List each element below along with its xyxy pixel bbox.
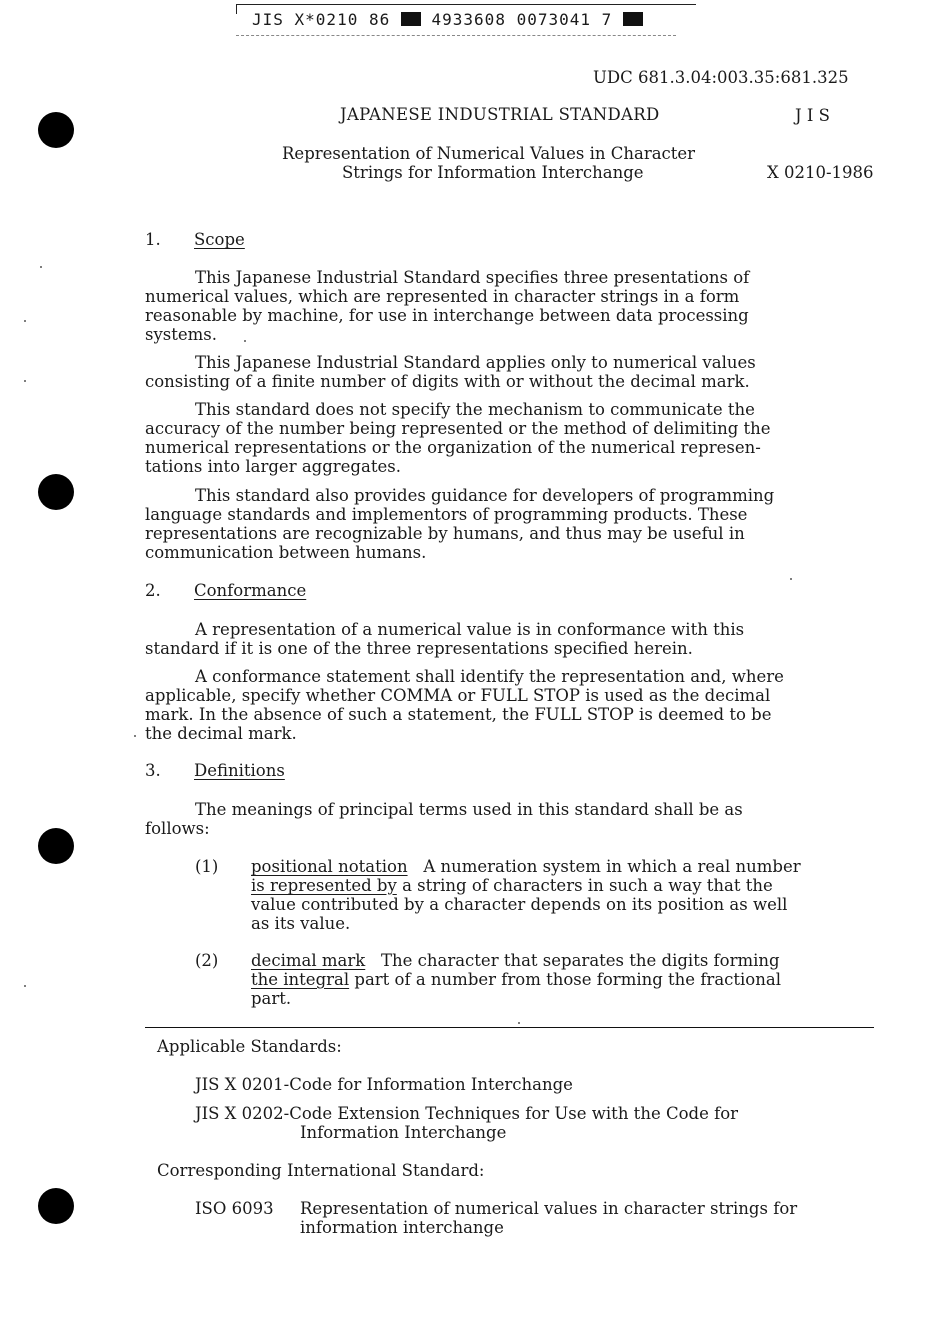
barcode-block-icon	[623, 12, 643, 26]
standard-number: X 0210-1986	[767, 163, 874, 182]
definition-positional-notation: positional notation A numeration system in which a real number is represented by a string of characters in such a way that the value contributed by a character depends on its position as well as its value.	[251, 857, 801, 933]
punch-hole	[38, 112, 74, 148]
definition-term: decimal mark	[251, 951, 366, 970]
section-number: 1.	[145, 230, 161, 249]
definition-number: (2)	[195, 951, 219, 970]
international-standard-title-continued: information interchange	[300, 1218, 504, 1237]
definition-decimal-mark: decimal mark The character that separates the digits forming the integral part of a number from those forming the fractional part.	[251, 951, 781, 1008]
scope-paragraph-4: This standard also provides guidance for developers of programming language standards and implementors of programming products. These representations are recognizable by humans, and thus may be useful in communication between humans.	[145, 486, 775, 562]
scan-speck	[518, 1022, 520, 1024]
scope-paragraph-1: This Japanese Industrial Standard specifies three presentations of numerical values, which are represented in character strings in a form reasonable by machine, for use in interchange between data processing systems.	[145, 268, 750, 344]
international-standard-code: ISO 6093	[195, 1199, 274, 1218]
punch-hole	[38, 474, 74, 510]
conformance-paragraph-2: A conformance statement shall identify the representation and, where applicable, specify whether COMMA or FULL STOP is used as the decimal mark. In the absence of such a statement, the FULL STOP is deemed to be the decimal mark.	[145, 667, 784, 743]
scan-speck	[244, 340, 246, 342]
section-title-scope: Scope	[194, 230, 245, 249]
header-rule-top	[236, 4, 696, 5]
header-code	[252, 11, 643, 29]
section-number: 2.	[145, 581, 161, 600]
header-rule-dashed	[236, 35, 676, 36]
definition-term-continuation: the integral	[251, 970, 350, 989]
scan-speck	[790, 578, 792, 580]
scope-paragraph-2: This Japanese Industrial Standard applies only to numerical values consisting of a finite number of digits with or without the decimal mark.	[145, 353, 756, 391]
header-code-part2: 4933608 0073041 7	[431, 10, 613, 29]
section-number: 3.	[145, 761, 161, 780]
title-line-1: Representation of Numerical Values in Character	[282, 144, 696, 163]
definition-term: positional notation	[251, 857, 408, 876]
definition-number: (1)	[195, 857, 219, 876]
section-title-conformance: Conformance	[194, 581, 307, 600]
international-standard-title: Representation of numerical values in character strings for	[300, 1199, 798, 1218]
scan-speck	[134, 735, 136, 737]
applicable-standard-entry: JIS X 0202-Code Extension Techniques for Use with the Code for	[195, 1104, 739, 1123]
scan-speck	[40, 266, 42, 268]
definitions-intro: The meanings of principal terms used in this standard shall be as follows:	[145, 800, 743, 838]
applicable-standards-label: Applicable Standards:	[157, 1037, 342, 1056]
applicable-standard-entry-continued: Information Interchange	[300, 1123, 507, 1142]
footer-divider	[145, 1027, 874, 1028]
scan-speck	[24, 320, 26, 322]
international-standard-label: Corresponding International Standard:	[157, 1161, 485, 1180]
standard-type: JAPANESE INDUSTRIAL STANDARD	[340, 105, 660, 124]
header-tick	[236, 4, 237, 14]
definition-term-continuation: is represented by	[251, 876, 397, 895]
udc-code: UDC 681.3.04:003.35:681.325	[593, 68, 849, 87]
punch-hole	[38, 1188, 74, 1224]
applicable-standard-entry: JIS X 0201-Code for Information Interchange	[195, 1075, 573, 1094]
punch-hole	[38, 828, 74, 864]
scan-speck	[24, 985, 26, 987]
scan-speck	[24, 380, 26, 382]
header-code-part1: JIS X*0210 86	[252, 10, 391, 29]
scope-paragraph-3: This standard does not specify the mechanism to communicate the accuracy of the number being represented or the method of delimiting the numerical representations or the organization of the numerical represen- tations into larger aggregates.	[145, 400, 771, 476]
title-line-2: Strings for Information Interchange	[342, 163, 644, 182]
barcode-block-icon	[401, 12, 421, 26]
section-title-definitions: Definitions	[194, 761, 285, 780]
jis-mark: J I S	[795, 106, 830, 125]
conformance-paragraph-1: A representation of a numerical value is in conformance with this standard if it is one of the three representations specified herein.	[145, 620, 745, 658]
